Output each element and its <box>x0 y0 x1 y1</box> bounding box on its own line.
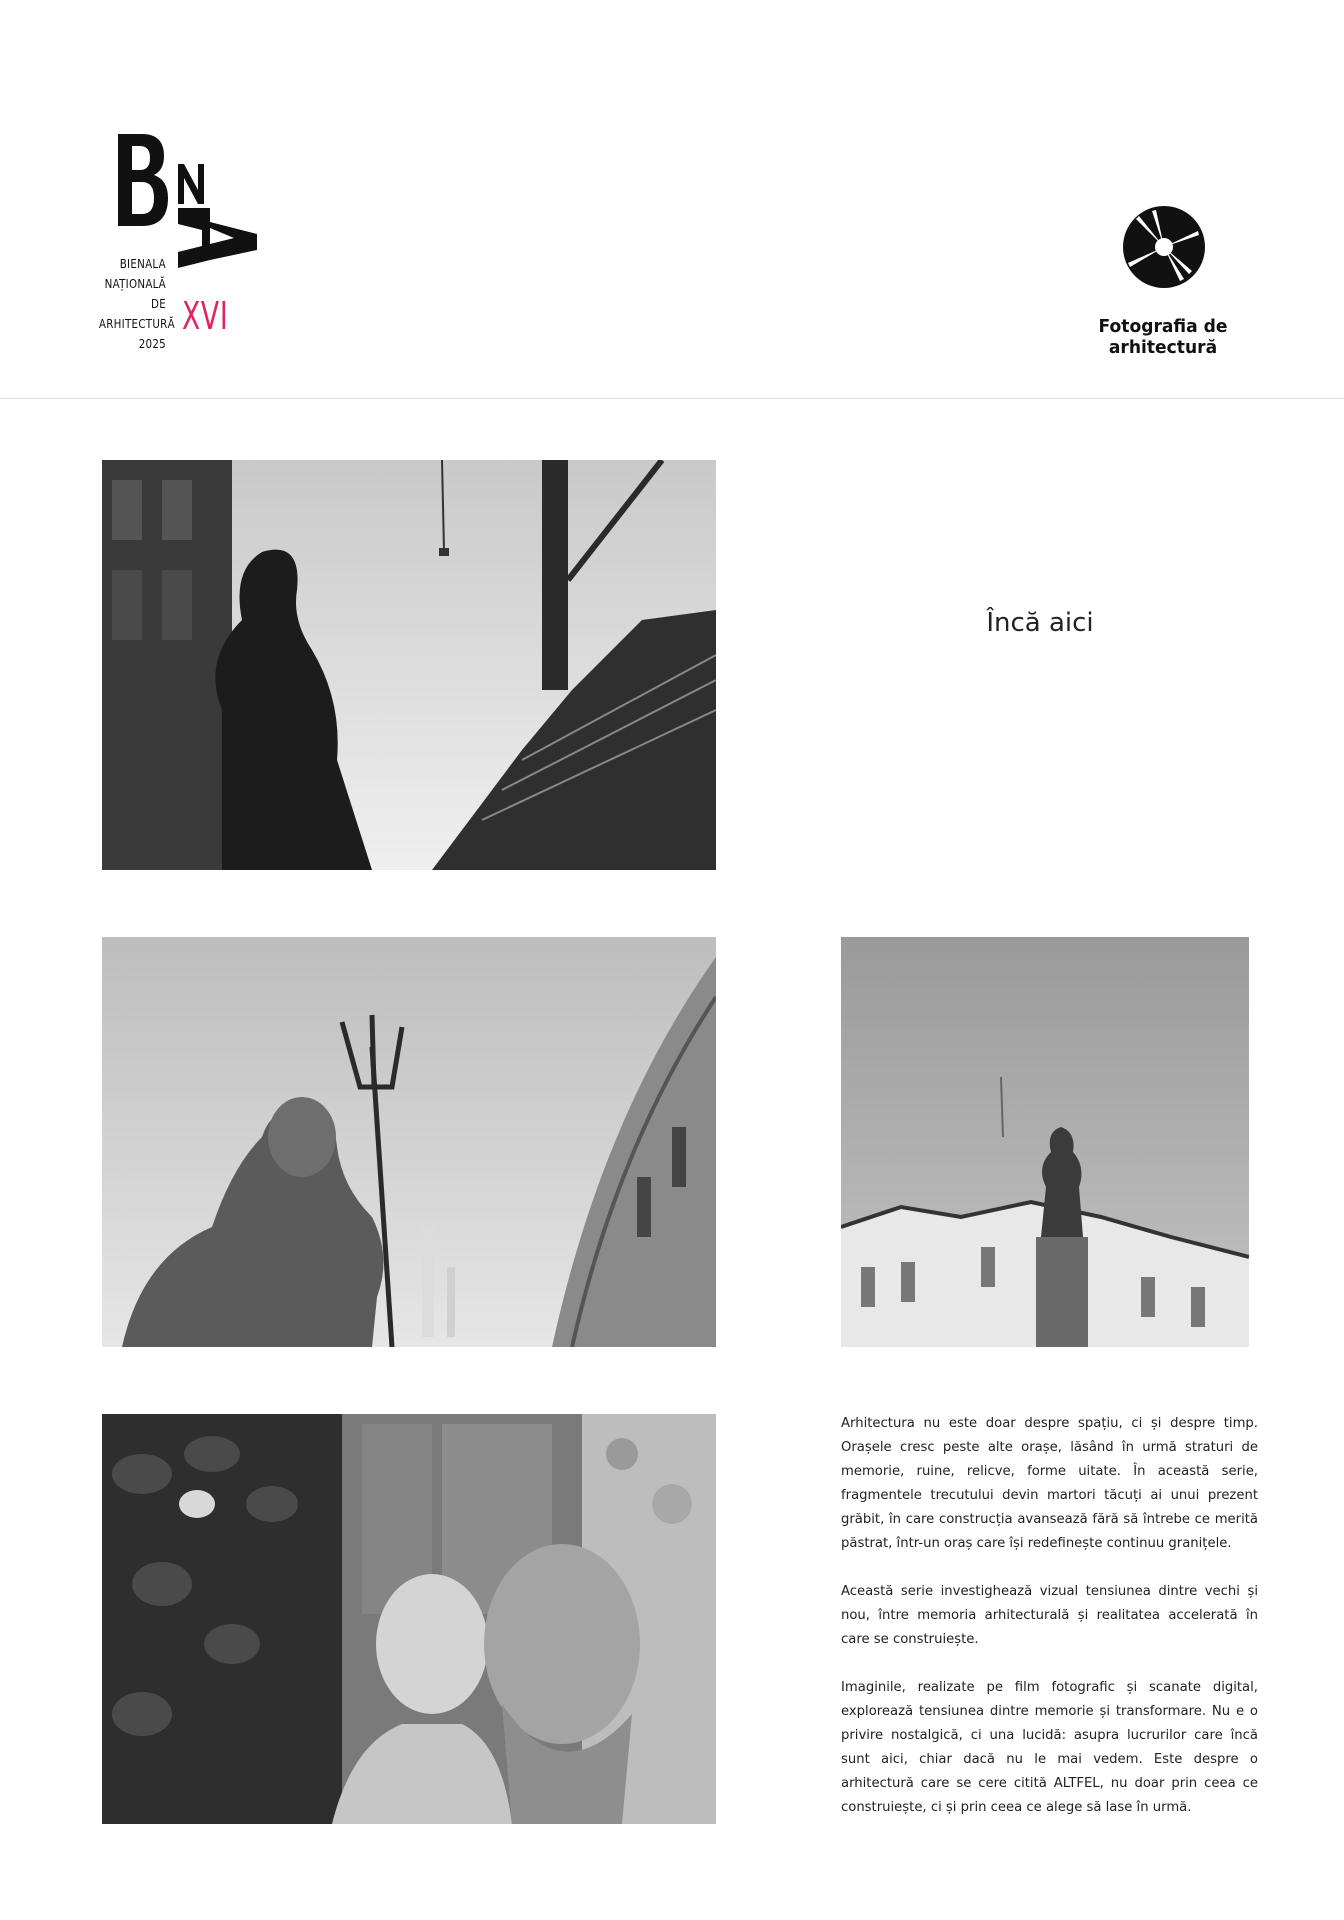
bna-logo <box>88 128 298 358</box>
description-paragraph: Imaginile, realizate pe film fotografic și scanate digital, explorează tensiunea dintre memorie și transformare. Nu e o privire nostalgică, ci una lucidă: asupra lucrurilor care încă sunt aici, chiar dacă nu le mai vedem. Este despre o arhitectură care se cere citită ALTFEL, nu doar prin ceea ce construiește, ci și prin ceea ce alege să lase în urmă. <box>841 1680 1258 1815</box>
header-divider <box>0 398 1344 399</box>
photo-stone-busts <box>102 1414 716 1824</box>
logo-line: BIENALA <box>119 257 166 271</box>
edition-number: XVI <box>182 294 229 338</box>
work-description <box>841 1412 1258 1844</box>
logo-text <box>98 254 175 354</box>
work-title: Încă aici <box>986 608 1094 638</box>
logo-line: ARHITECTURĂ <box>98 317 175 331</box>
logo-line: NAȚIONALĂ <box>104 277 166 291</box>
logo-line: DE <box>151 297 166 311</box>
photo-statue-crane <box>102 460 716 870</box>
camera-aperture-icon <box>1122 205 1206 289</box>
section-title: Fotografia de arhitectură <box>1098 316 1228 358</box>
description-paragraph: Această serie investighează vizual tensiunea dintre vechi și nou, între memoria arhitecturală și realitatea accelerată în care se construiește. <box>841 1584 1258 1647</box>
logo-line: 2025 <box>138 337 166 351</box>
description-paragraph: Arhitectura nu este doar despre spațiu, ci și despre timp. Orașele cresc peste alte orașe, lăsând în urmă straturi de memorie, ruine, relicve, forme uitate. În această serie, fragmentele trecutului devin martori tăcuți ai unui prezent grăbit, în care construcția avansează fără să întrebe ce merită păstrat, într-un oraș care își redefinește continuu granițele. <box>841 1416 1258 1551</box>
photo-neptune-statue <box>102 937 716 1347</box>
photo-rooftop-statue <box>841 937 1249 1347</box>
